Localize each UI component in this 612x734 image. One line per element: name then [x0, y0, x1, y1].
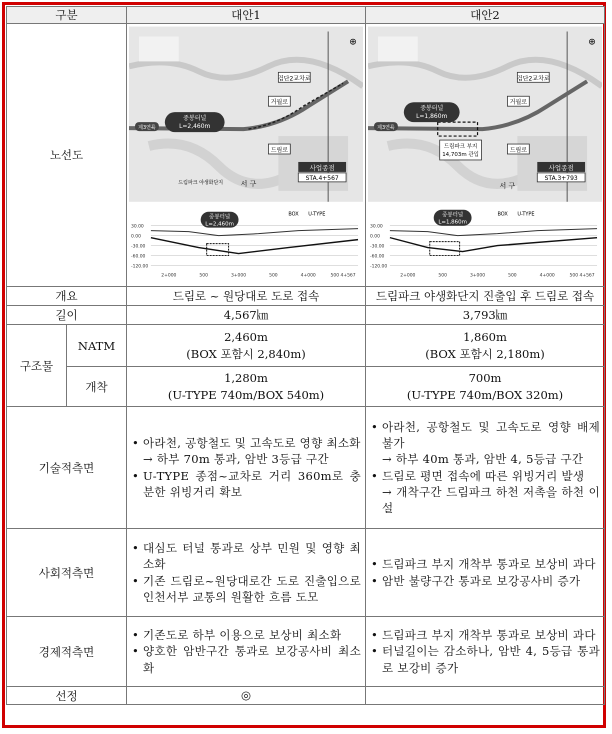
list-item: • 암반 불량구간 통과로 보강공사비 증가	[370, 573, 600, 589]
list-item: • U-TYPE 종점~교차로 거리 360m로 충분한 위빙거리 확보	[131, 468, 361, 501]
profile-elev: -60.00	[369, 254, 385, 260]
route-map-alt1-figure	[129, 26, 363, 280]
list-item: • 대심도 터널 통과로 상부 민원 및 영향 최소화	[131, 540, 361, 573]
route-map-label: 노선도	[7, 24, 127, 287]
profile-tick: 500	[508, 273, 517, 279]
profile-tick: 3+000	[230, 273, 247, 279]
route-map-row	[7, 24, 605, 287]
plan-road1-label: 거월로	[509, 99, 528, 107]
list-item: → 하부 70m 통과, 암반 3등급 구간	[143, 452, 329, 467]
header-row	[7, 7, 605, 24]
social-alt1	[127, 529, 366, 617]
profile-elev: 30.00	[369, 224, 383, 230]
profile-tick: 500	[438, 273, 447, 279]
economic-alt1	[127, 617, 366, 687]
list-item: → 하부 40m 통과, 암반 4, 5등급 구간	[382, 452, 584, 467]
profile-tick: 3+000	[469, 273, 486, 279]
structure-natm-row	[7, 325, 605, 367]
list-item: • 기존도로 하부 이용으로 보상비 최소화	[131, 627, 361, 643]
social-alt2	[366, 529, 605, 617]
cut-alt2-length: 700m	[468, 370, 502, 385]
profile-tunnel-label: 중봉터널	[209, 214, 231, 221]
selection-alt1: ◎	[127, 687, 366, 705]
economic-row	[7, 617, 605, 687]
natm-alt2	[366, 325, 605, 367]
length-label: 길이	[7, 306, 127, 325]
technical-row	[7, 407, 605, 529]
technical-label: 기술적측면	[7, 407, 127, 529]
cut-alt1-length: 1,280m	[224, 370, 268, 385]
list-item: • 드림로 평면 접속에 따른 위빙거리 발생	[370, 468, 600, 484]
plan-park-label: 드림파크 야생화단지	[178, 179, 224, 186]
natm-label: NATM	[67, 325, 127, 367]
cut-alt1-detail: (U-TYPE 740m/BOX 540m)	[167, 387, 325, 402]
plan-road-number: 제3연륙	[138, 125, 156, 132]
plan-park-length: 14,703m 관입	[442, 151, 479, 158]
profile-tick: 2+000	[400, 273, 416, 279]
list-item: • 양호한 암반구간 통과로 보강공사비 최소화	[131, 643, 361, 676]
cut-alt2	[366, 367, 605, 407]
plan-sta-label: STA.4+567	[305, 174, 339, 182]
plan-road2-label: 드림로	[509, 147, 528, 155]
cut-alt1	[127, 367, 366, 407]
profile-tunnel-length: L=2,460m	[205, 221, 234, 228]
north-arrow-icon: ⊕	[588, 37, 596, 48]
profile-tick: 4+000	[300, 273, 316, 279]
plan-tunnel-label: 중봉터널	[183, 115, 207, 123]
profile-elev: -60.00	[130, 254, 146, 260]
plan-park-box-label: 드림파크 부지	[443, 144, 478, 151]
profile-elev: -30.00	[130, 244, 146, 250]
plan-road-number: 제3연륙	[377, 125, 395, 132]
selection-label: 선정	[7, 687, 127, 705]
overview-row	[7, 287, 605, 306]
profile-utype-label: U-TYPE	[517, 211, 535, 218]
route-map-alt2-figure	[368, 26, 602, 280]
technical-alt1	[127, 407, 366, 529]
overview-alt2: 드림파크 야생화단지 진출입 후 드림로 접속	[366, 287, 605, 306]
cut-alt2-detail: (U-TYPE 740m/BOX 320m)	[406, 387, 564, 402]
plan-district-label: 서 구	[240, 179, 257, 188]
header-alt1: 대안1	[127, 7, 366, 24]
overview-alt1: 드림로 ~ 원당대로 도로 접속	[127, 287, 366, 306]
plan-district-label: 서 구	[499, 181, 516, 190]
list-item: • 드림파크 부지 개착부 통과로 보상비 과다	[370, 627, 600, 643]
cut-label: 개착	[67, 367, 127, 407]
profile-tick: 500 4+567	[330, 273, 356, 279]
length-alt2: 3,793㎞	[366, 306, 605, 325]
profile-elev: 0.00	[130, 234, 141, 240]
list-item: • 아라천, 공항철도 및 고속도로 영향 최소화	[131, 435, 361, 451]
economic-alt2	[366, 617, 605, 687]
list-item: → 개착구간 드림파크 하천 저촉을 하천 이설	[382, 484, 600, 516]
overview-label: 개요	[7, 287, 127, 306]
list-item: • 터널길이는 감소하나, 암반 4, 5등급 통과로 보강비 증가	[370, 643, 600, 676]
header-category: 구분	[7, 7, 127, 24]
profile-elev: 0.00	[369, 234, 380, 240]
profile-tick: 500	[199, 273, 208, 279]
profile-box-label: BOX	[288, 211, 299, 218]
profile-tunnel-label: 중봉터널	[442, 212, 464, 219]
plan-tunnel-label: 중봉터널	[420, 105, 444, 113]
plan-ic-label: 검단2교차로	[277, 75, 311, 83]
structure-label: 구조물	[7, 325, 67, 407]
plan-start-label: 사업종점	[309, 163, 335, 172]
technical-alt2	[366, 407, 605, 529]
plan-road2-label: 드림로	[270, 147, 289, 155]
plan-tunnel-length: L=2,460m	[179, 123, 211, 131]
profile-tick: 500	[269, 273, 278, 279]
list-item: • 드림파크 부지 개착부 통과로 보상비 과다	[370, 556, 600, 572]
profile-elev: -120.00	[369, 264, 388, 270]
natm-alt2-box: (BOX 포함시 2,180m)	[425, 346, 545, 361]
comparison-table	[6, 6, 605, 705]
profile-elev: -30.00	[369, 244, 385, 250]
header-alt2: 대안2	[366, 7, 605, 24]
economic-label: 경제적측면	[7, 617, 127, 687]
natm-alt1-length: 2,460m	[224, 329, 268, 344]
profile-utype-label: U-TYPE	[308, 211, 326, 218]
structure-cut-row	[7, 367, 605, 407]
length-row	[7, 306, 605, 325]
natm-alt1-box: (BOX 포함시 2,840m)	[186, 346, 306, 361]
list-item: • 아라천, 공항철도 및 고속도로 영향 배제 불가	[370, 419, 600, 452]
profile-tick: 2+000	[161, 273, 177, 279]
profile-tunnel-length: L=1,860m	[438, 219, 467, 226]
social-label: 사회적측면	[7, 529, 127, 617]
plan-ic-label: 검단2교차로	[516, 75, 550, 83]
plan-start-label: 사업종점	[548, 163, 574, 172]
natm-alt2-length: 1,860m	[463, 329, 507, 344]
profile-tick: 500 4+567	[569, 273, 595, 279]
north-arrow-icon: ⊕	[349, 37, 357, 48]
length-alt1: 4,567㎞	[127, 306, 366, 325]
profile-elev: -120.00	[130, 264, 149, 270]
selection-row	[7, 687, 605, 705]
selection-alt2	[366, 687, 605, 705]
profile-elev: 30.00	[130, 224, 144, 230]
plan-tunnel-length: L=1,860m	[416, 113, 448, 121]
route-map-alt2	[366, 24, 605, 287]
profile-box-label: BOX	[497, 211, 508, 218]
list-item: • 기존 드림로~원당대로간 도로 진출입으로 인천서부 교통의 원활한 흐름 도모	[131, 573, 361, 606]
natm-alt1	[127, 325, 366, 367]
plan-sta-label: STA.3+793	[544, 174, 578, 182]
social-row	[7, 529, 605, 617]
route-map-alt1	[127, 24, 366, 287]
plan-road1-label: 거월로	[270, 99, 289, 107]
profile-tick: 4+000	[539, 273, 555, 279]
